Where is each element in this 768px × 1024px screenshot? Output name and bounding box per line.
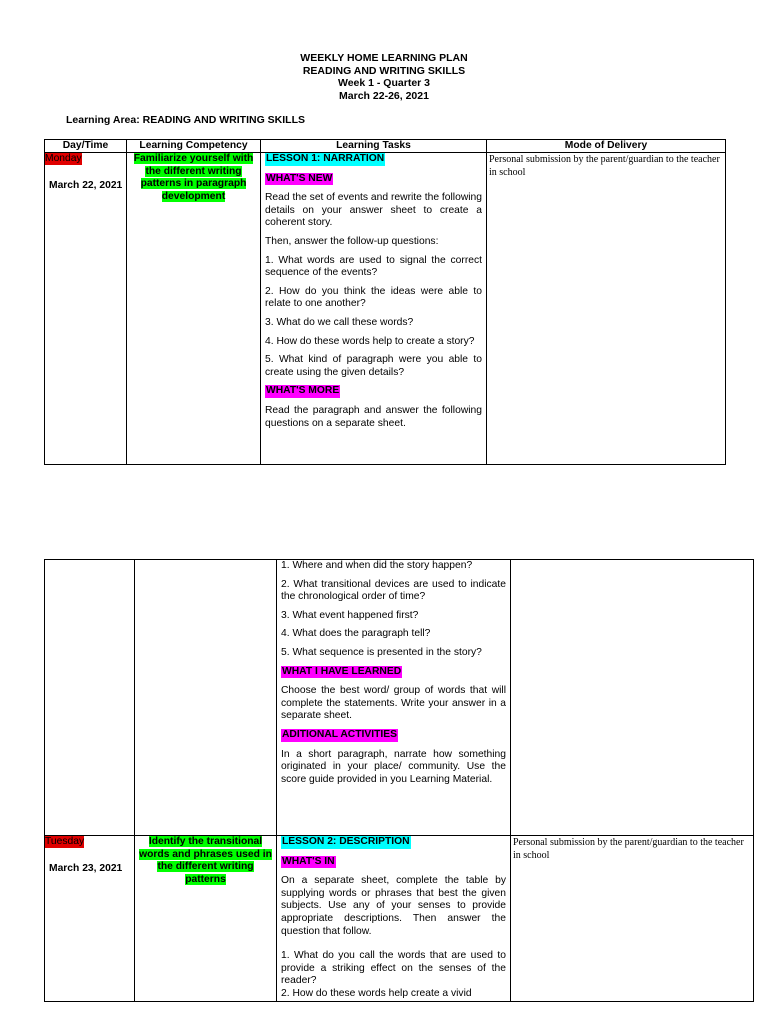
tasks-cell: [277, 836, 511, 1002]
lesson-title: LESSON 1: NARRATION: [266, 153, 385, 164]
question-item: 2. How do these words help create a vivid: [281, 987, 472, 999]
table-header-row: [45, 140, 726, 153]
day-label: Tuesday: [45, 836, 85, 847]
task-paragraph: Read the set of events and rewrite the following details on your answer sheet to create a coherent story.: [265, 192, 482, 229]
question-item: 5. What kind of paragraph were you able to create using the given details?: [265, 354, 482, 378]
header-competency: Learning Competency: [127, 140, 261, 153]
mode-cell: Personal submission by the parent/guardian to the teacher in school: [487, 153, 726, 465]
section-what-i-have-learned: WHAT I HAVE LEARNED: [282, 665, 402, 677]
competency-cell: [135, 836, 277, 1002]
header-mode: Mode of Delivery: [487, 140, 726, 153]
task-paragraph: Then, answer the follow-up questions:: [265, 235, 439, 247]
lesson-title: LESSON 2: DESCRIPTION: [282, 836, 410, 847]
section-whats-in: WHAT'S IN: [282, 855, 335, 867]
question-item: 1. What words are used to signal the correct sequence of the events?: [265, 254, 482, 279]
plan-table-continued: [44, 559, 754, 1002]
question-item: 4. What does the paragraph tell?: [281, 628, 431, 640]
mode-cell: [511, 560, 754, 836]
question-item: 4. How do these words help to create a story?: [265, 335, 475, 347]
mode-cell: Personal submission by the parent/guardian to the teacher in school: [511, 836, 754, 1002]
competency-cell: [135, 560, 277, 836]
day-cell: [45, 560, 135, 836]
task-paragraph: Read the paragraph and answer the following questions on a separate sheet.: [265, 404, 482, 429]
question-item: 2. How do you think the ideas were able to relate to one another?: [265, 285, 482, 310]
question-item: 5. What sequence is presented in the story?: [281, 646, 482, 658]
header-tasks: Learning Tasks: [261, 140, 487, 153]
tasks-cell: [277, 560, 511, 836]
table-row: [45, 560, 754, 836]
subject-title: READING AND WRITING SKILLS: [302, 64, 466, 77]
section-whats-new: WHAT'S NEW: [266, 172, 333, 184]
task-paragraph: On a separate sheet, complete the table by supplying words or phrases that best the given subjects. Use any of your senses to provide appropriate descriptions. Then answer the question that follow.: [281, 875, 506, 937]
day-date: March 22, 2021: [49, 179, 123, 191]
table-row: [45, 836, 754, 1002]
learning-area: Learning Area: READING AND WRITING SKILLS: [66, 114, 305, 126]
competency-text: Identify the transitional words and phrases used in the different writing patterns: [139, 836, 272, 885]
task-paragraph: In a short paragraph, narrate how something originated in your place/ community. Use the score guide provided in you Learning Material.: [281, 748, 506, 785]
plan-header: [0, 52, 768, 102]
question-item: 2. What transitional devices are used to indicate the chronological order of time?: [281, 578, 506, 603]
table-row: [45, 153, 726, 465]
question-item: 1. Where and when did the story happen?: [281, 560, 473, 571]
plan-title: WEEKLY HOME LEARNING PLAN: [300, 52, 468, 64]
plan-table-monday: [44, 139, 726, 465]
header-day: Day/Time: [45, 140, 127, 153]
question-item: 1. What do you call the words that are used to provide a striking effect on the senses of the reader?: [281, 950, 506, 987]
day-date: March 23, 2021: [49, 862, 123, 874]
competency-cell: [127, 153, 261, 465]
day-label: Monday: [45, 153, 82, 164]
competency-text: Familiarize yourself with the different writing patterns in paragraph development: [133, 153, 254, 202]
task-paragraph: Choose the best word/ group of words that will complete the statements. Write your answer in a separate sheet.: [281, 685, 506, 722]
day-cell: [45, 153, 127, 465]
day-cell: [45, 836, 135, 1002]
section-whats-more: WHAT'S MORE: [266, 385, 340, 397]
question-item: 3. What event happened first?: [281, 609, 419, 621]
section-additional-activities: ADITIONAL ACTIVITIES: [282, 728, 397, 740]
date-range: March 22-26, 2021: [339, 89, 429, 102]
question-item: 3. What do we call these words?: [265, 316, 414, 328]
tasks-cell: [261, 153, 487, 465]
week-quarter: Week 1 - Quarter 3: [337, 77, 430, 89]
